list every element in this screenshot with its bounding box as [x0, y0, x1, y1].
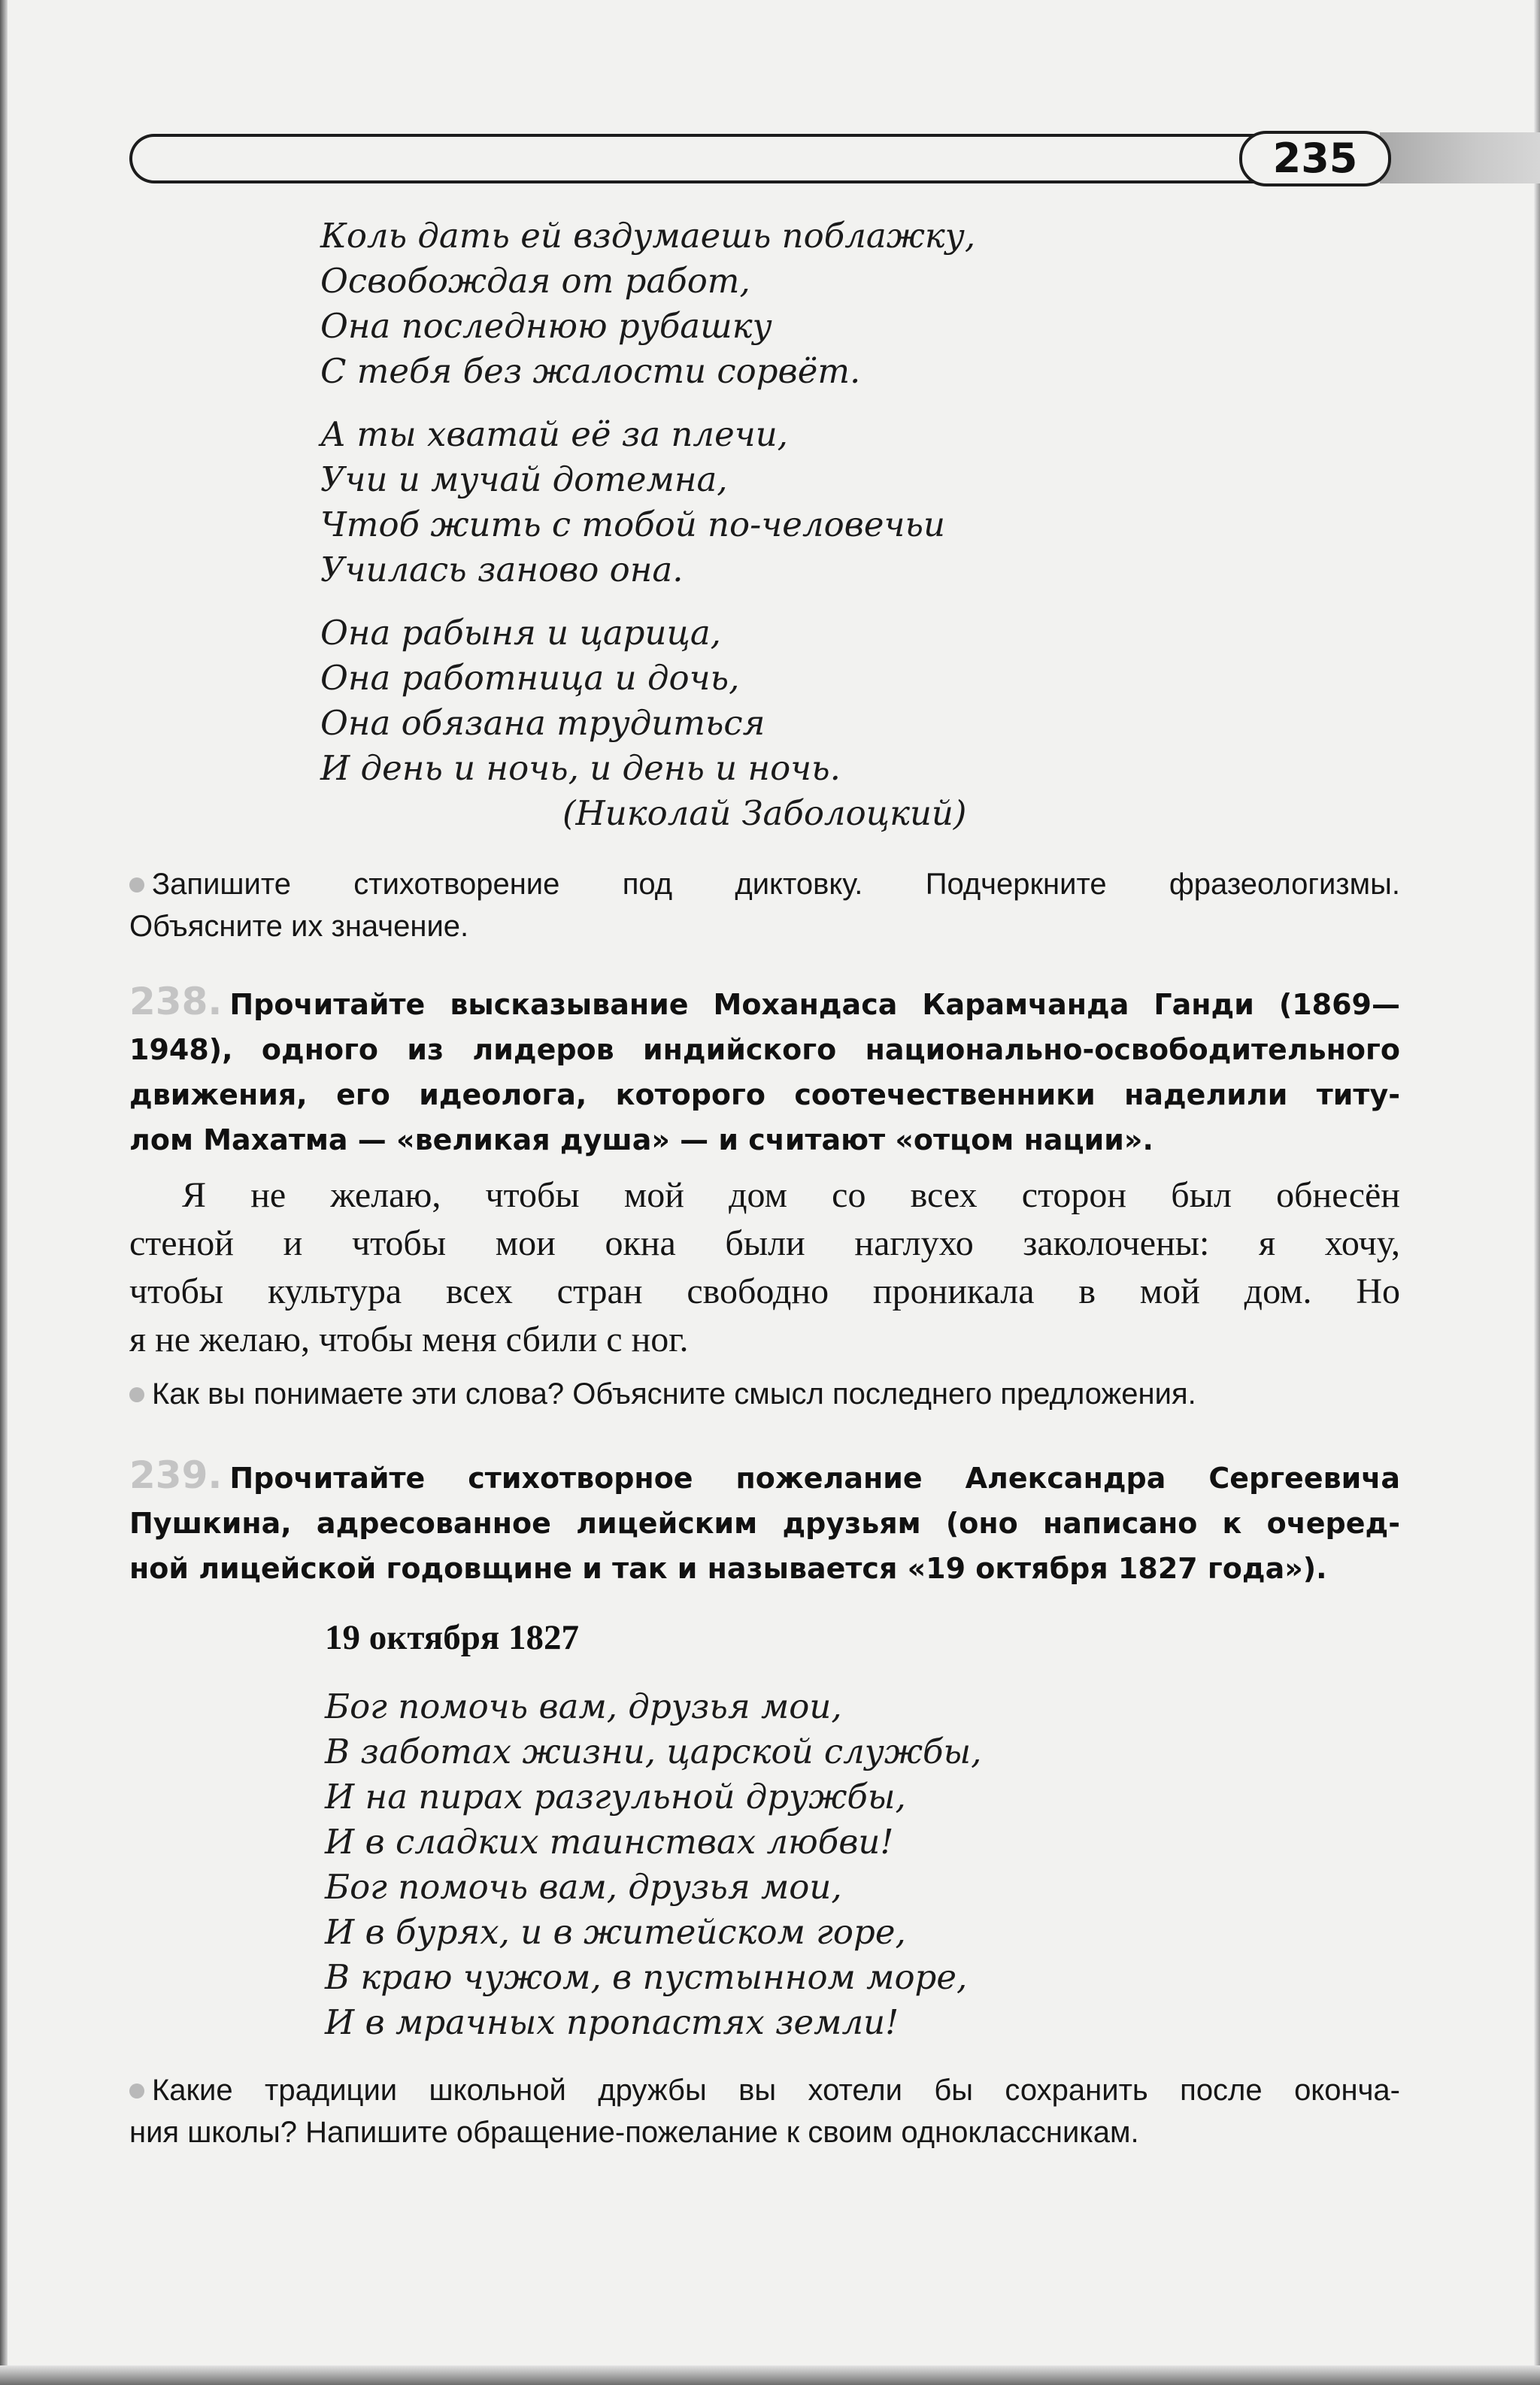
exercise-text: Прочитайте стихотворное пожелание Александра Сергеевича [229, 1462, 1400, 1495]
poem-line: И день и ночь, и день и ночь. [320, 748, 841, 788]
poem-line: Она последнюю рубашку [320, 306, 772, 346]
exercise-number: 238. [129, 980, 223, 1023]
exercise-line: лом Махатма — «великая душа» — и считают «отцом нации». [129, 1123, 1153, 1156]
page-edge-bottom [0, 2365, 1540, 2385]
poem-line: В заботах жизни, царской службы, [325, 1732, 982, 1771]
poem-line: Коль дать ей вздумаешь поблажку, [320, 216, 976, 256]
poem-line: И на пирах разгульной дружбы, [325, 1777, 906, 1817]
poem-line: С тебя без жалости сорвёт. [320, 351, 861, 391]
quote-line: я не желаю, чтобы меня сбили с ног. [129, 1320, 689, 1359]
exercise-239 [129, 1453, 1400, 1591]
poem-attribution: (Николай Заболоцкий) [562, 793, 967, 833]
gandhi-quote [129, 1171, 1400, 1364]
exercise-238 [129, 979, 1400, 1162]
poem-line: Она обязана трудиться [320, 703, 765, 743]
task-line [129, 2069, 1400, 2111]
poem-line: Она работница и дочь, [320, 658, 740, 698]
exercise-line: 1948), одного из лидеров индийского национально-освободительного [129, 1033, 1400, 1066]
poem-line: Бог помочь вам, друзья мои, [325, 1867, 842, 1907]
exercise-line [129, 979, 1400, 1027]
poem-title: 19 октября 1827 [325, 1618, 580, 1657]
quote-line: чтобы культура всех стран свободно проникала в мой дом. Но [129, 1271, 1400, 1311]
task-text: Какие традиции школьной дружбы вы хотели бы сохранить после оконча- [152, 2074, 1400, 2107]
header-band [129, 134, 1257, 183]
exercise-line: движения, его идеолога, которого соотечественники наделили титу- [129, 1078, 1400, 1111]
header-gray-tab [1380, 132, 1540, 183]
task-line [129, 863, 1400, 905]
poem-line: Она рабыня и царица, [320, 613, 721, 653]
task-text: Запишите стихотворение под диктовку. Подчеркните фразеологизмы. [152, 868, 1400, 901]
page-edge-right [1534, 0, 1540, 2385]
exercise-line: ной лицейской годовщине и так и называется «19 октября 1827 года»). [129, 1552, 1327, 1585]
poem-line: И в сладких таинствах любви! [325, 1822, 894, 1862]
task-wishes [129, 2069, 1400, 2153]
task-line [129, 1373, 1400, 1415]
exercise-text: Прочитайте высказывание Мохандаса Карамчанда Ганди (1869— [229, 988, 1400, 1021]
pushkin-poem [325, 1684, 981, 2045]
poem-line: Училась заново она. [320, 550, 684, 589]
page-number: 235 [1239, 131, 1391, 186]
poem-line: А ты хватай её за плечи, [320, 414, 788, 454]
bullet-icon [129, 877, 144, 892]
poem-line: И в мрачных пропастях земли! [325, 2002, 899, 2042]
page-edge-left [0, 0, 8, 2385]
poem-line: Освобождая от работ, [320, 261, 750, 301]
exercise-line: Пушкина, адресованное лицейским друзьям (оно написано к очеред- [129, 1507, 1400, 1540]
poem-stanza-1 [320, 214, 975, 394]
quote-line: стеной и чтобы мои окна были наглухо заколочены: я хочу, [129, 1223, 1400, 1263]
quote-line: Я не желаю, чтобы мой дом со всех сторон был обнесён [182, 1175, 1400, 1215]
task-line: Объясните их значение. [129, 910, 469, 943]
exercise-number: 239. [129, 1453, 223, 1497]
exercise-line [129, 1453, 1400, 1501]
task-dictation [129, 863, 1400, 947]
task-explain [129, 1373, 1400, 1415]
poem-stanza-2 [320, 412, 945, 592]
bullet-icon [129, 1387, 144, 1402]
poem-line: В краю чужом, в пустынном море, [325, 1957, 968, 1997]
poem-line: И в бурях, и в житейском горе, [325, 1912, 906, 1952]
task-line: ния школы? Напишите обращение-пожелание к своим одноклассникам. [129, 2116, 1139, 2149]
poem-stanza-3 [320, 611, 841, 791]
poem-line: Учи и мучай дотемна, [320, 459, 728, 499]
bullet-icon [129, 2083, 144, 2099]
poem-line: Чтоб жить с тобой по-человечьи [320, 505, 945, 544]
task-text: Как вы понимаете эти слова? Объясните смысл последнего предложения. [152, 1377, 1196, 1411]
poem-line: Бог помочь вам, друзья мои, [325, 1686, 842, 1726]
